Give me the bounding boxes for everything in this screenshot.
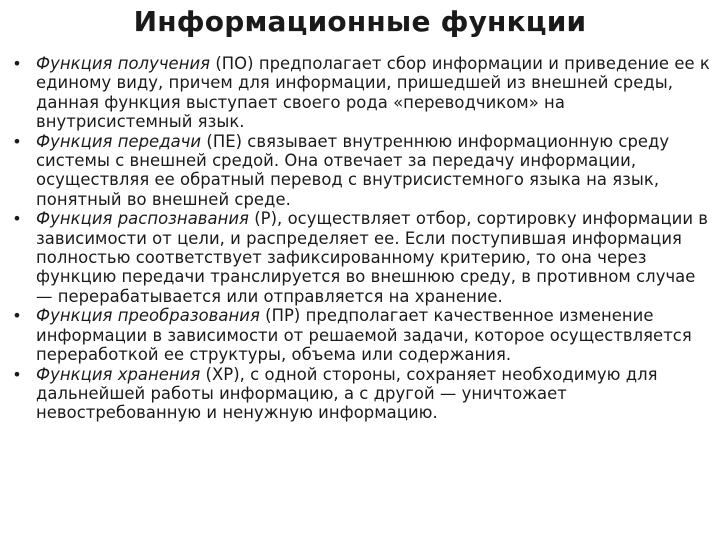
bullet-text: (Р), осуществляет отбор, сортировку информации в зависимости от цели, и распределяет ее. Если поступившая информация полностью соответствует зафиксированному критерию, то она через функцию передачи транслируется во внешнюю среду, в противном случае — перерабатывается или отправляется на хранение. bbox=[36, 209, 709, 306]
bullet-term: Функция получения bbox=[36, 54, 211, 73]
bullet-item-storage bbox=[10, 365, 710, 423]
bullet-text: (ПР) предполагает качественное изменение информации в зависимости от решаемой задачи, которое осуществляется переработкой ее структуры, объема или содержания. bbox=[36, 306, 692, 365]
bullet-icon: • bbox=[12, 306, 22, 326]
bullet-icon: • bbox=[12, 209, 22, 229]
slide-title: Информационные функции bbox=[133, 5, 587, 38]
bullet-icon: • bbox=[12, 131, 22, 151]
bullet-item-transformation bbox=[10, 306, 710, 364]
bullet-item-transfer bbox=[10, 132, 710, 210]
bullet-icon: • bbox=[12, 364, 22, 384]
bullet-text: (ПО) предполагает сбор информации и приведение ее к единому виду, причем для информации, пришедшей из внешней среды, данная функция выступает своего рода «переводчиком» на внутрисистемный язык. bbox=[36, 54, 710, 132]
bullet-list bbox=[10, 54, 710, 423]
bullet-text: (ПЕ) связывает внутреннюю информационную среду системы с внешней средой. Она отвечает за передачу информации, осуществляя ее обратный перевод с внутрисистемного языка на язык, понятный во внешней среде. bbox=[36, 131, 670, 209]
bullet-term: Функция передачи bbox=[36, 131, 202, 151]
bullet-item-recognition bbox=[10, 209, 710, 306]
bullet-text: (ХР), с одной стороны, сохраняет необходимую для дальнейшей работы информацию, а с другой — уничтожает невостребованную и ненужную информацию. bbox=[36, 364, 658, 423]
bullet-term: Функция распознавания bbox=[36, 209, 249, 229]
bullet-item-receiving bbox=[10, 54, 710, 132]
bullet-term: Функция преобразования bbox=[36, 306, 260, 326]
bullet-term: Функция хранения bbox=[36, 364, 201, 384]
bullet-icon: • bbox=[12, 54, 22, 73]
